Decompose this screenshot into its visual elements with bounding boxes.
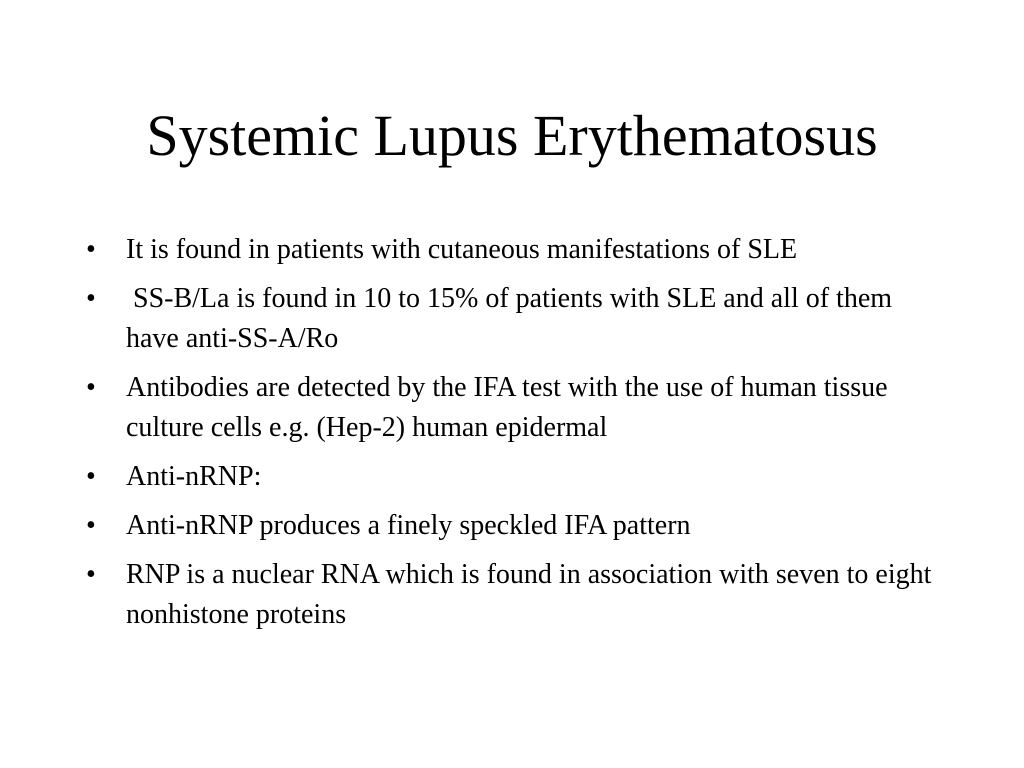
- list-item: [86, 506, 936, 546]
- bullet-text: Anti-nRNP:: [126, 461, 262, 492]
- list-item: [86, 457, 936, 497]
- bullet-icon: •: [86, 283, 96, 314]
- bullet-icon: •: [86, 510, 96, 541]
- bullet-icon: •: [86, 372, 96, 403]
- bullet-list: [86, 230, 939, 644]
- list-item: [86, 230, 936, 270]
- bullet-icon: •: [86, 559, 96, 590]
- bullet-icon: •: [86, 234, 96, 265]
- list-item: [86, 279, 936, 359]
- bullet-icon: •: [86, 461, 96, 492]
- bullet-text: SS-B/La is found in 10 to 15% of patients with SLE and all of them have anti-SS-A/Ro: [126, 283, 900, 354]
- list-item: [86, 555, 939, 635]
- slide-title: Systemic Lupus Erythematosus: [146, 103, 878, 168]
- bullet-text: It is found in patients with cutaneous manifestations of SLE: [126, 234, 798, 265]
- bullet-text: Antibodies are detected by the IFA test with the use of human tissue culture cells e.g. (Hep-2) human epidermal: [126, 372, 895, 443]
- bullet-text: RNP is a nuclear RNA which is found in association with seven to eight nonhistone proteins: [126, 559, 939, 630]
- list-item: [86, 368, 936, 448]
- bullet-text: Anti-nRNP produces a finely speckled IFA pattern: [126, 510, 691, 541]
